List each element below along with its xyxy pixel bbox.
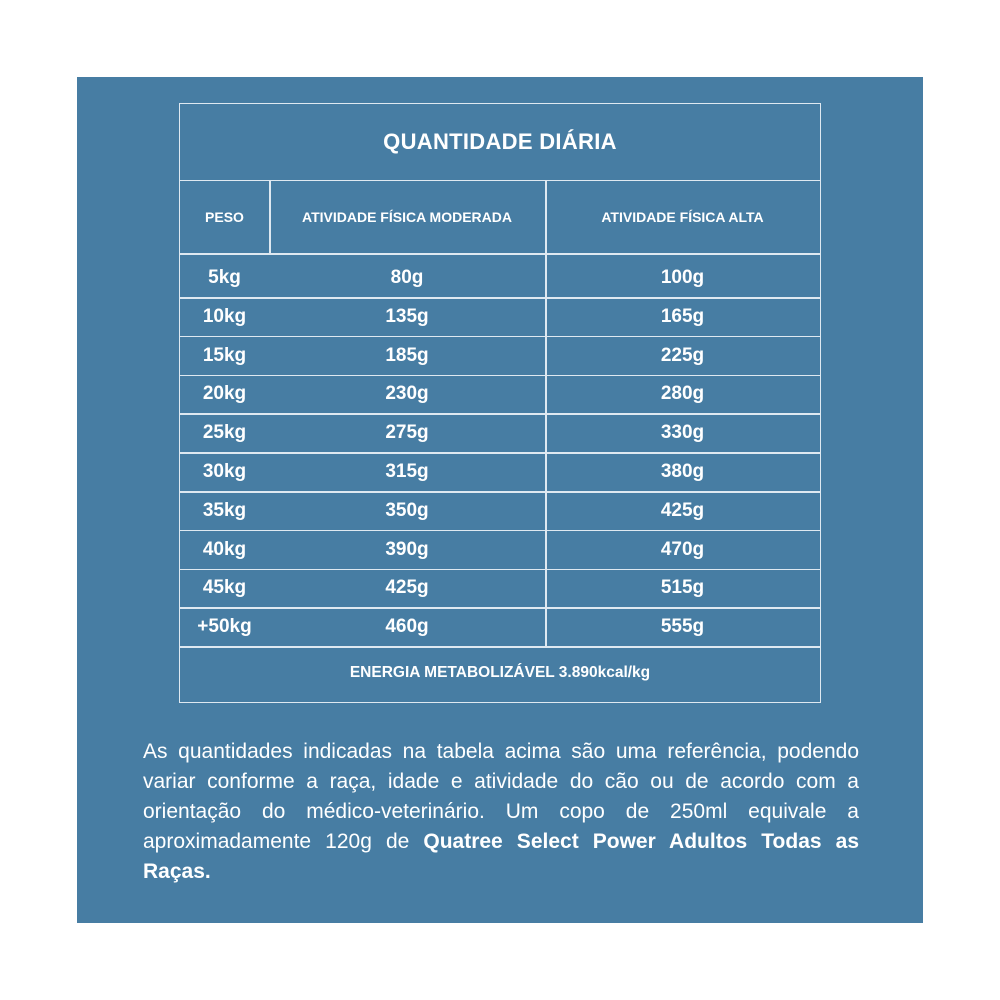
header-moderate-activity: ATIVIDADE FÍSICA MODERADA bbox=[302, 209, 512, 225]
cell-weight: 35kg bbox=[202, 499, 247, 521]
cell-moderate: 275g bbox=[385, 422, 429, 444]
cell-moderate: 390g bbox=[385, 538, 429, 560]
metabolizable-energy: ENERGIA METABOLIZÁVEL 3.890kcal/kg bbox=[349, 664, 651, 681]
daily-amount-table bbox=[179, 103, 821, 703]
cell-weight: +50kg bbox=[197, 616, 252, 638]
cell-weight: 40kg bbox=[202, 538, 247, 560]
cell-moderate: 425g bbox=[385, 577, 429, 599]
cell-high: 470g bbox=[660, 538, 705, 560]
cell-high: 100g bbox=[660, 267, 705, 288]
cell-high: 425g bbox=[660, 499, 705, 521]
cell-moderate: 350g bbox=[385, 499, 429, 521]
header-bottom-divider bbox=[180, 253, 820, 255]
note-product-name: Quatree Select Power Adultos Todas as Raças. bbox=[143, 830, 859, 883]
cell-moderate: 185g bbox=[385, 344, 429, 366]
cell-high: 555g bbox=[660, 616, 705, 638]
cell-high: 330g bbox=[660, 422, 705, 444]
header-weight: PESO bbox=[205, 209, 244, 225]
cell-moderate: 460g bbox=[385, 616, 429, 638]
cell-weight: 20kg bbox=[202, 383, 247, 405]
cell-weight: 10kg bbox=[202, 305, 247, 327]
table-title: QUANTIDADE DIÁRIA bbox=[180, 104, 820, 181]
note-text: As quantidades indicadas na tabela acima são uma referência, podendo variar conforme a raça, idade e atividade do cão ou de acordo com a orientação do médico-veterinário. Um copo de 250ml equivale a aproximadamente 120g de bbox=[143, 740, 859, 853]
header-divider bbox=[269, 181, 271, 253]
cell-weight: 45kg bbox=[202, 577, 247, 599]
cell-weight: 15kg bbox=[202, 344, 247, 366]
feeding-note bbox=[143, 737, 859, 887]
cell-weight: 5kg bbox=[208, 267, 241, 288]
cell-moderate: 230g bbox=[385, 383, 429, 405]
cell-weight: 30kg bbox=[202, 461, 247, 482]
cell-weight: 25kg bbox=[202, 422, 247, 444]
cell-high: 380g bbox=[660, 461, 705, 482]
cell-high: 165g bbox=[660, 305, 705, 327]
feeding-guide-panel bbox=[77, 77, 923, 923]
cell-high: 280g bbox=[660, 383, 705, 405]
cell-moderate: 80g bbox=[390, 267, 424, 288]
cell-moderate: 135g bbox=[385, 305, 429, 327]
cell-high: 225g bbox=[660, 344, 705, 366]
cell-high: 515g bbox=[660, 577, 705, 599]
header-high-activity: ATIVIDADE FÍSICA ALTA bbox=[601, 209, 764, 225]
cell-moderate: 315g bbox=[385, 461, 429, 482]
